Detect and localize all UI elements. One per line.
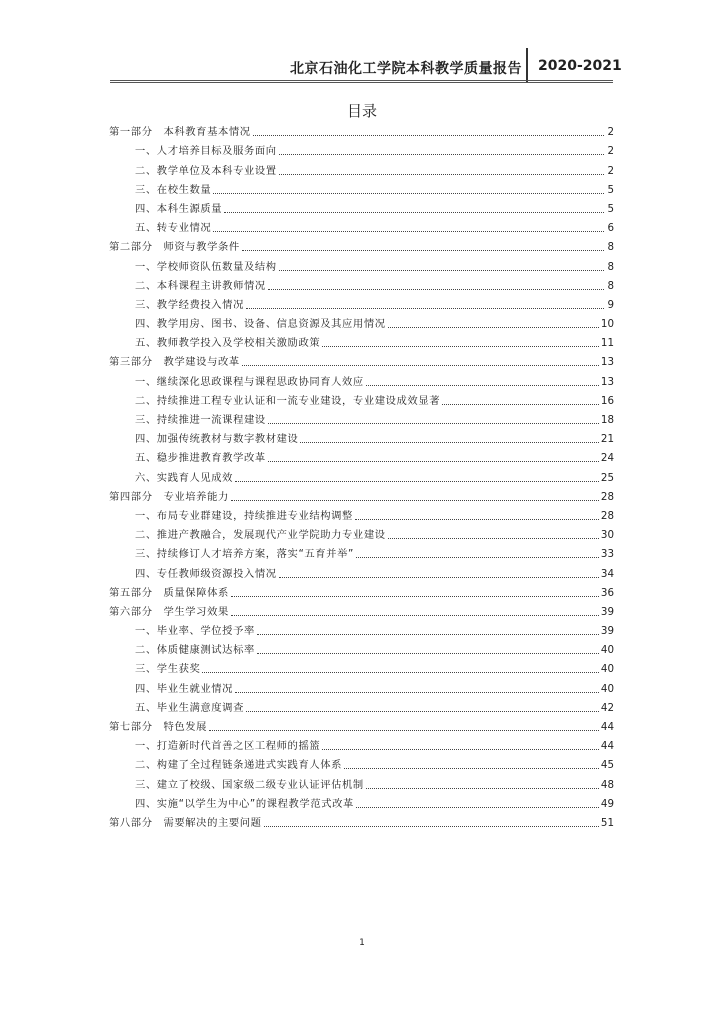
toc-leader-dots	[355, 519, 599, 520]
toc-entry-label: 三、持续推进一流课程建设	[135, 414, 266, 426]
toc-leader-dots	[322, 749, 599, 750]
page-number: 1	[359, 938, 365, 948]
toc-page-number: 2	[607, 126, 614, 139]
toc-page-number: 39	[600, 605, 614, 618]
toc-leader-dots	[356, 807, 599, 808]
toc-leader-dots	[268, 289, 604, 290]
toc-section-entry[interactable]	[109, 600, 614, 619]
toc-entry-label: 二、体质健康测试达标率	[135, 644, 255, 657]
toc-entry-label: 三、教学经费投入情况	[135, 298, 244, 311]
toc-page-number: 30	[600, 529, 614, 542]
toc-leader-dots	[242, 250, 604, 251]
toc-subsection-entry[interactable]	[109, 504, 614, 523]
toc-subsection-entry[interactable]	[109, 331, 614, 350]
toc-page-number: 2	[607, 164, 614, 177]
toc-leader-dots	[366, 385, 599, 386]
toc-leader-dots	[388, 538, 599, 539]
toc-leader-dots	[268, 423, 599, 424]
header-divider	[526, 48, 528, 82]
toc-page-number: 39	[600, 625, 614, 638]
toc-entry-label: 二、推进产教融合，发展现代产业学院助力专业建设	[135, 529, 386, 542]
toc-subsection-entry[interactable]	[109, 293, 614, 312]
toc-subsection-entry[interactable]	[109, 523, 614, 542]
toc-subsection-entry[interactable]	[109, 158, 614, 177]
table-of-contents	[109, 120, 614, 830]
toc-entry-label: 四、专任教师级资源投入情况	[135, 567, 277, 580]
toc-entry-label: 五、转专业情况	[135, 222, 212, 235]
toc-subsection-entry[interactable]	[109, 216, 614, 235]
toc-page-number: 16	[600, 394, 614, 407]
toc-leader-dots	[356, 557, 599, 558]
toc-subsection-entry[interactable]	[109, 792, 614, 811]
page-header	[110, 46, 622, 82]
toc-entry-label: 三、持续修订人才培养方案，落实“五育并举”	[135, 548, 354, 561]
toc-subsection-entry[interactable]	[109, 178, 614, 197]
toc-page-number: 44	[600, 721, 614, 733]
toc-page-number: 40	[600, 682, 614, 695]
toc-page-number: 49	[600, 797, 614, 810]
toc-leader-dots	[322, 346, 599, 347]
toc-entry-label: 三、建立了校级、国家级二级专业认证评估机制	[135, 778, 364, 791]
toc-entry-label: 第四部分 专业培养能力	[109, 490, 229, 503]
toc-page-number: 40	[600, 644, 614, 657]
toc-entry-label: 六、实践育人见成效	[135, 471, 234, 484]
toc-entry-label: 四、教学用房、图书、设备、信息资源及其应用情况	[135, 318, 386, 331]
toc-page-number: 34	[600, 567, 614, 580]
toc-page-number: 40	[600, 663, 614, 676]
toc-subsection-entry[interactable]	[109, 465, 614, 484]
toc-leader-dots	[231, 500, 599, 501]
toc-leader-dots	[242, 365, 599, 366]
toc-entry-label: 一、毕业率、学位授予率	[135, 625, 255, 638]
toc-heading: 目录	[346, 102, 377, 120]
toc-subsection-entry[interactable]	[109, 753, 614, 772]
toc-leader-dots	[300, 442, 598, 443]
report-title: 北京石油化工学院本科教学质量报告	[290, 61, 522, 77]
toc-page-number: 51	[600, 816, 614, 829]
toc-subsection-entry[interactable]	[109, 427, 614, 446]
header-rule	[110, 80, 613, 83]
toc-page-number: 45	[600, 759, 614, 772]
toc-subsection-entry[interactable]	[109, 446, 614, 465]
toc-subsection-entry[interactable]	[109, 696, 614, 715]
toc-section-entry[interactable]	[109, 715, 614, 734]
toc-leader-dots	[213, 231, 604, 232]
toc-entry-label: 第七部分 特色发展	[109, 721, 208, 733]
toc-leader-dots	[213, 193, 604, 194]
toc-page-number: 13	[600, 356, 614, 369]
toc-entry-label: 第二部分 师资与教学条件	[109, 241, 240, 254]
toc-entry-label: 一、打造新时代首善之区工程师的摇篮	[135, 740, 321, 753]
toc-entry-label: 三、在校生数量	[135, 183, 212, 196]
toc-page-number: 2	[607, 145, 614, 158]
toc-section-entry[interactable]	[109, 350, 614, 369]
toc-entry-label: 五、毕业生满意度调查	[135, 701, 244, 714]
toc-page-number: 28	[600, 509, 614, 522]
toc-entry-label: 四、加强传统教材与数字教材建设	[135, 433, 299, 446]
toc-entry-label: 四、本科生源质量	[135, 202, 223, 215]
toc-section-entry[interactable]	[109, 485, 614, 504]
toc-subsection-entry[interactable]	[109, 734, 614, 753]
toc-page-number: 18	[600, 414, 614, 426]
toc-leader-dots	[279, 577, 599, 578]
toc-leader-dots	[209, 730, 599, 731]
toc-entry-label: 一、布局专业群建设，持续推进专业结构调整	[135, 509, 353, 522]
toc-leader-dots	[279, 270, 604, 271]
toc-subsection-entry[interactable]	[109, 772, 614, 791]
toc-entry-label: 第六部分 学生学习效果	[109, 605, 229, 618]
toc-page-number: 33	[600, 548, 614, 561]
toc-leader-dots	[257, 634, 599, 635]
toc-subsection-entry[interactable]	[109, 542, 614, 561]
toc-page-number: 25	[600, 471, 614, 484]
toc-leader-dots	[279, 154, 604, 155]
toc-entry-label: 第三部分 教学建设与改革	[109, 356, 240, 369]
toc-page-number: 6	[607, 222, 614, 235]
toc-subsection-entry[interactable]	[109, 561, 614, 580]
toc-subsection-entry[interactable]	[109, 389, 614, 408]
toc-subsection-entry[interactable]	[109, 638, 614, 657]
toc-leader-dots	[224, 212, 604, 213]
toc-section-entry[interactable]	[109, 235, 614, 254]
toc-section-entry[interactable]	[109, 120, 614, 139]
toc-page-number: 13	[600, 375, 614, 388]
toc-entry-label: 第五部分 质量保障体系	[109, 586, 229, 599]
toc-subsection-entry[interactable]	[109, 657, 614, 676]
toc-page-number: 44	[600, 740, 614, 753]
toc-leader-dots	[366, 788, 599, 789]
toc-page-number: 42	[600, 701, 614, 714]
toc-leader-dots	[235, 481, 599, 482]
toc-leader-dots	[235, 692, 599, 693]
toc-leader-dots	[246, 711, 599, 712]
toc-entry-label: 二、构建了全过程链条递进式实践育人体系	[135, 759, 343, 772]
toc-page-number: 24	[600, 452, 614, 465]
toc-page-number: 9	[607, 298, 614, 311]
toc-leader-dots	[231, 615, 599, 616]
toc-page-number: 48	[600, 778, 614, 791]
toc-page-number: 8	[607, 241, 614, 254]
toc-entry-label: 二、持续推进工程专业认证和一流专业建设，专业建设成效显著	[135, 394, 441, 407]
toc-page-number: 21	[600, 433, 614, 446]
toc-leader-dots	[268, 461, 599, 462]
report-year: 2020-2021	[538, 58, 622, 74]
toc-entry-label: 二、本科课程主讲教师情况	[135, 279, 266, 292]
toc-subsection-entry[interactable]	[109, 254, 614, 273]
toc-subsection-entry[interactable]	[109, 369, 614, 388]
toc-page-number: 5	[607, 183, 614, 196]
toc-page-number: 8	[607, 279, 614, 292]
toc-entry-label: 三、学生获奖	[135, 663, 201, 676]
toc-subsection-entry[interactable]	[109, 676, 614, 695]
toc-page-number: 36	[600, 586, 614, 599]
toc-leader-dots	[442, 404, 599, 405]
toc-leader-dots	[257, 653, 599, 654]
toc-entry-label: 一、学校师资队伍数量及结构	[135, 260, 277, 273]
toc-subsection-entry[interactable]	[109, 312, 614, 331]
toc-leader-dots	[344, 768, 599, 769]
toc-leader-dots	[388, 327, 599, 328]
toc-leader-dots	[264, 826, 599, 827]
toc-entry-label: 一、人才培养目标及服务面向	[135, 145, 277, 158]
toc-leader-dots	[202, 672, 599, 673]
toc-leader-dots	[253, 135, 604, 136]
toc-section-entry[interactable]	[109, 581, 614, 600]
toc-page-number: 5	[607, 202, 614, 215]
toc-subsection-entry[interactable]	[109, 139, 614, 158]
toc-entry-label: 第八部分 需要解决的主要问题	[109, 816, 262, 829]
toc-subsection-entry[interactable]	[109, 197, 614, 216]
toc-page-number: 8	[607, 260, 614, 273]
toc-page-number: 11	[600, 337, 614, 350]
toc-page-number: 28	[600, 490, 614, 503]
toc-entry-label: 第一部分 本科教育基本情况	[109, 126, 251, 139]
toc-page-number: 10	[600, 318, 614, 331]
toc-entry-label: 二、教学单位及本科专业设置	[135, 164, 277, 177]
toc-section-entry[interactable]	[109, 811, 614, 830]
toc-leader-dots	[279, 174, 604, 175]
toc-subsection-entry[interactable]	[109, 274, 614, 293]
toc-leader-dots	[231, 596, 599, 597]
toc-entry-label: 四、毕业生就业情况	[135, 682, 234, 695]
toc-entry-label: 五、稳步推进教育教学改革	[135, 452, 266, 465]
toc-subsection-entry[interactable]	[109, 619, 614, 638]
toc-leader-dots	[246, 308, 604, 309]
toc-entry-label: 一、继续深化思政课程与课程思政协同育人效应	[135, 375, 364, 388]
toc-subsection-entry[interactable]	[109, 408, 614, 427]
toc-entry-label: 四、实施“以学生为中心”的课程教学范式改革	[135, 797, 354, 810]
toc-entry-label: 五、教师教学投入及学校相关激励政策	[135, 337, 321, 350]
